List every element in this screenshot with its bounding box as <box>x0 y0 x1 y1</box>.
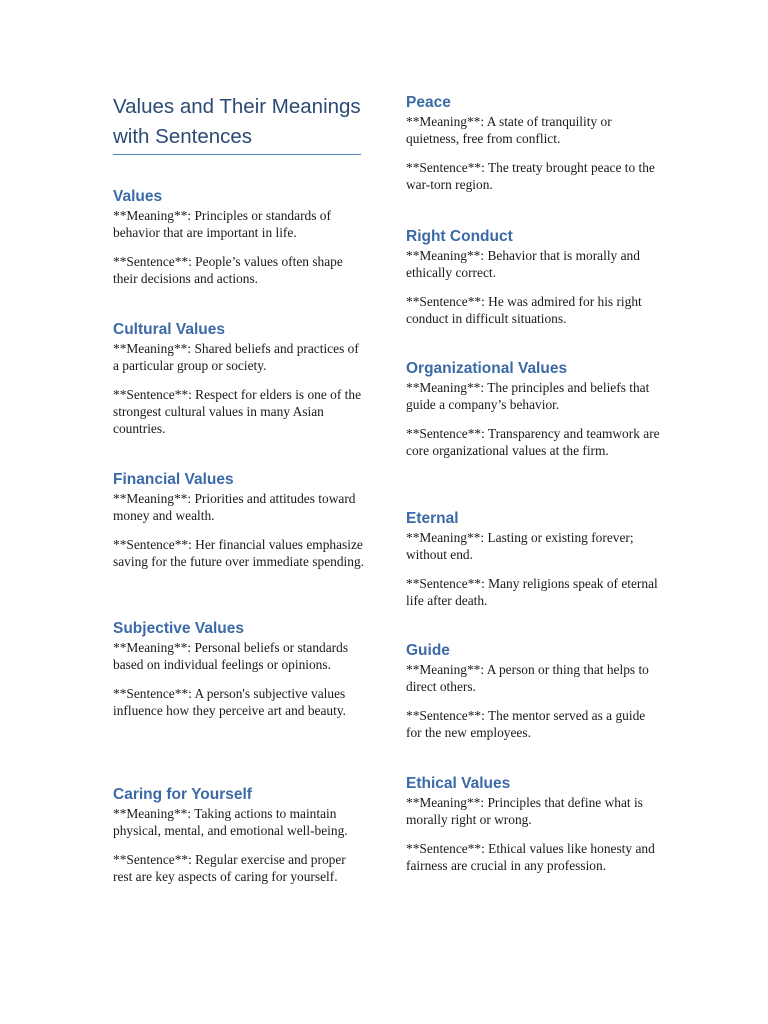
entry-term: Ethical Values <box>406 775 511 792</box>
entry-peace <box>406 93 660 193</box>
entry-term: Peace <box>406 94 451 111</box>
entry-sentence: **Sentence**: The mentor served as a guide for the new employees. <box>406 708 646 740</box>
entry-meaning: **Meaning**: The principles and beliefs that guide a company’s behavior. <box>406 380 650 412</box>
entry-organizational-values <box>406 359 660 459</box>
entry-meaning: **Meaning**: Shared beliefs and practices of a particular group or society. <box>113 341 359 373</box>
entry-term: Guide <box>406 642 450 659</box>
entry-meaning: **Meaning**: Principles or standards of behavior that are important in life. <box>113 208 331 240</box>
entry-guide <box>406 641 660 741</box>
entry-term: Values <box>113 188 163 205</box>
entry-sentence: **Sentence**: Transparency and teamwork are core organizational values at the firm. <box>406 426 660 458</box>
entry-term: Cultural Values <box>113 321 225 338</box>
entry-right-conduct <box>406 227 660 327</box>
entry-term: Caring for Yourself <box>113 786 252 803</box>
entry-values <box>113 187 365 287</box>
entry-sentence: **Sentence**: People’s values often shape their decisions and actions. <box>113 254 343 286</box>
entry-cultural-values <box>113 320 365 437</box>
entry-meaning: **Meaning**: Principles that define what is morally right or wrong. <box>406 795 643 827</box>
entry-meaning: **Meaning**: A state of tranquility or quietness, free from conflict. <box>406 114 612 146</box>
document-title: Values and Their Meanings with Sentences <box>113 95 361 148</box>
entry-meaning: **Meaning**: Priorities and attitudes toward money and wealth. <box>113 491 356 523</box>
entry-meaning: **Meaning**: A person or thing that helps to direct others. <box>406 662 649 694</box>
entry-meaning: **Meaning**: Lasting or existing forever; without end. <box>406 530 634 562</box>
entry-subjective-values <box>113 619 365 719</box>
entry-sentence: **Sentence**: Ethical values like honesty and fairness are crucial in any profession. <box>406 841 655 873</box>
entry-sentence: **Sentence**: Regular exercise and proper rest are key aspects of caring for yourself. <box>113 852 346 884</box>
title-divider <box>113 154 361 155</box>
entry-sentence: **Sentence**: He was admired for his right conduct in difficult situations. <box>406 294 642 326</box>
entry-meaning: **Meaning**: Taking actions to maintain physical, mental, and emotional well-being. <box>113 806 348 838</box>
entry-term: Financial Values <box>113 471 234 488</box>
entry-caring-for-yourself <box>113 785 365 885</box>
entry-financial-values <box>113 470 365 570</box>
entry-meaning: **Meaning**: Behavior that is morally and ethically correct. <box>406 248 640 280</box>
entry-term: Subjective Values <box>113 620 244 637</box>
entry-eternal <box>406 509 660 609</box>
entry-sentence: **Sentence**: Respect for elders is one of the strongest cultural values in many Asian countries. <box>113 387 362 436</box>
entry-sentence: **Sentence**: The treaty brought peace to the war-torn region. <box>406 160 655 192</box>
entry-sentence: **Sentence**: Her financial values emphasize saving for the future over immediate spending. <box>113 537 365 569</box>
entry-sentence: **Sentence**: Many religions speak of eternal life after death. <box>406 576 658 608</box>
entry-term: Eternal <box>406 510 459 527</box>
entry-sentence: **Sentence**: A person's subjective values influence how they perceive art and beauty. <box>113 686 346 718</box>
entry-ethical-values <box>406 774 660 874</box>
entry-meaning: **Meaning**: Personal beliefs or standards based on individual feelings or opinions. <box>113 640 349 672</box>
entry-term: Right Conduct <box>406 228 513 245</box>
entry-term: Organizational Values <box>406 360 568 377</box>
